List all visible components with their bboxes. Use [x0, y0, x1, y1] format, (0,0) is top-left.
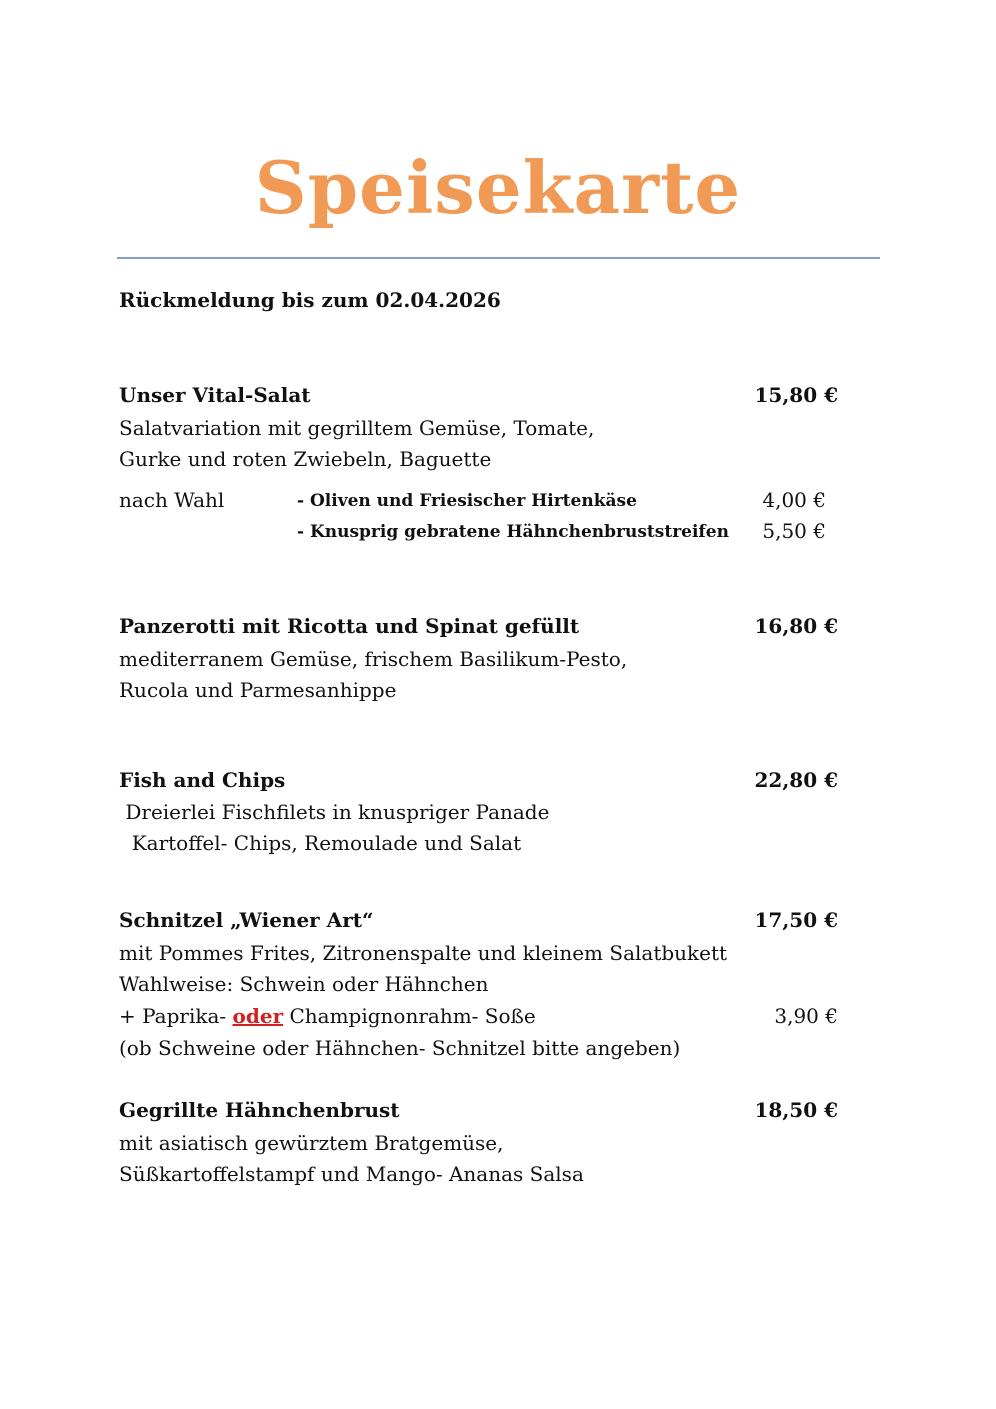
item-name: Gegrillte Hähnchenbrust: [119, 1098, 400, 1122]
item-name: Unser Vital-Salat: [119, 383, 311, 407]
addon-suffix: Champignonrahm- Soße: [283, 1004, 536, 1028]
addon-price: 3,90 €: [774, 1004, 838, 1028]
item-price: 15,80 €: [754, 383, 838, 407]
item-name: Panzerotti mit Ricotta und Spinat gefüllt: [119, 614, 580, 638]
item-price: 18,50 €: [754, 1098, 838, 1122]
item-description: mit Pommes Frites, Zitronenspalte und kleinem Salatbukett: [119, 941, 728, 965]
item-note: (ob Schweine oder Hähnchen- Schnitzel bitte angeben): [119, 1036, 681, 1060]
option-label: - Knusprig gebratene Hähnchenbruststreifen: [297, 522, 729, 542]
option-label: - Oliven und Friesischer Hirtenkäse: [297, 491, 637, 511]
item-name: Schnitzel „Wiener Art“: [119, 908, 374, 932]
option-price: 4,00 €: [762, 488, 826, 512]
option-price: 5,50 €: [762, 519, 826, 543]
page-title: Speisekarte: [254, 145, 742, 230]
item-description: mit asiatisch gewürztem Bratgemüse,: [119, 1131, 504, 1155]
item-price: 22,80 €: [754, 768, 838, 792]
item-description: Kartoffel- Chips, Remoulade und Salat: [119, 831, 522, 855]
item-description: mediterranem Gemüse, frischem Basilikum-Pesto,: [119, 647, 628, 671]
item-description: Süßkartoffelstampf und Mango- Ananas Salsa: [119, 1162, 584, 1186]
item-price: 16,80 €: [754, 614, 838, 638]
item-description: Rucola und Parmesanhippe: [119, 678, 397, 702]
options-label: nach Wahl: [119, 488, 225, 512]
addon-prefix: + Paprika-: [119, 1004, 233, 1028]
item-name: Fish and Chips: [119, 768, 286, 792]
item-description: Dreierlei Fischfilets in knuspriger Panade: [119, 800, 550, 824]
deadline-text: Rückmeldung bis zum 02.04.2026: [119, 288, 501, 312]
item-description: Wahlweise: Schwein oder Hähnchen: [119, 972, 489, 996]
item-description: Gurke und roten Zwiebeln, Baguette: [119, 447, 492, 471]
addon-line: [119, 1004, 536, 1028]
item-description: Salatvariation mit gegrilltem Gemüse, Tomate,: [119, 416, 595, 440]
addon-emphasis: oder: [232, 1004, 284, 1028]
item-price: 17,50 €: [754, 908, 838, 932]
title-divider: [117, 257, 880, 259]
